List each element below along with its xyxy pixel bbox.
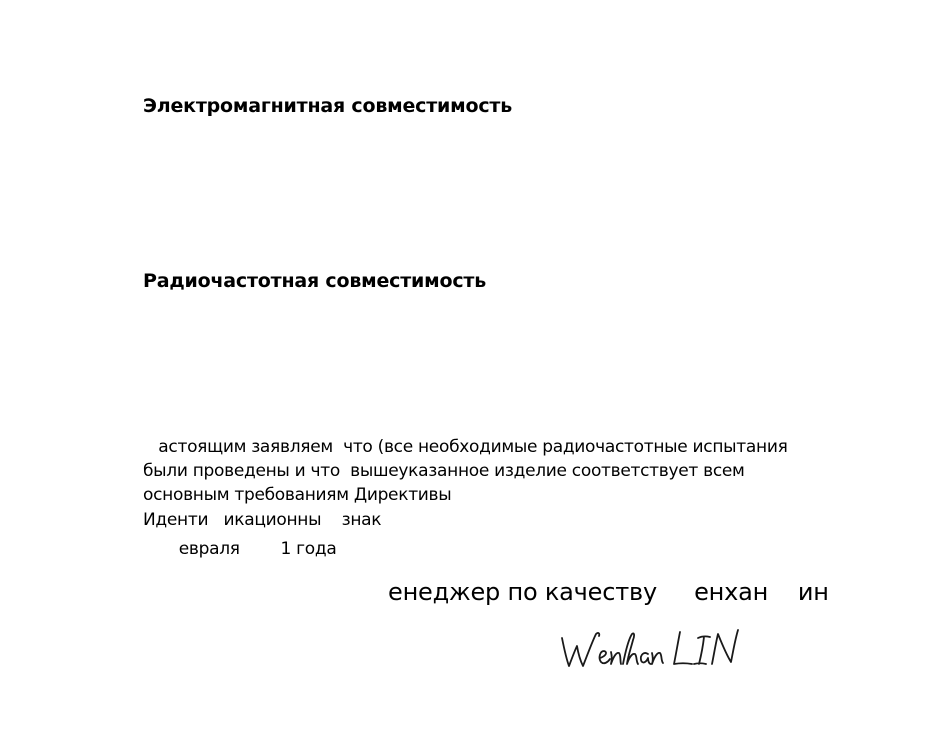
rf-section-heading: Радиочастотная совместимость — [143, 270, 487, 292]
declaration-paragraph — [143, 435, 788, 507]
declaration-line: были проведены и что вышеуказанное изделие соответствует всем — [143, 461, 745, 481]
declaration-line: астоящим заявляем что (все необходимые радиочастотные испытания — [143, 437, 788, 457]
declaration-line: основным требованиям Директивы — [143, 485, 452, 505]
identification-mark-label: Иденти икационны знак — [143, 510, 382, 530]
emc-section-heading: Электромагнитная совместимость — [143, 95, 513, 117]
signer-title: енеджер по качеству енхан ин — [388, 578, 829, 606]
handwritten-signature — [556, 622, 746, 678]
declaration-date: евраля 1 года — [143, 539, 337, 559]
